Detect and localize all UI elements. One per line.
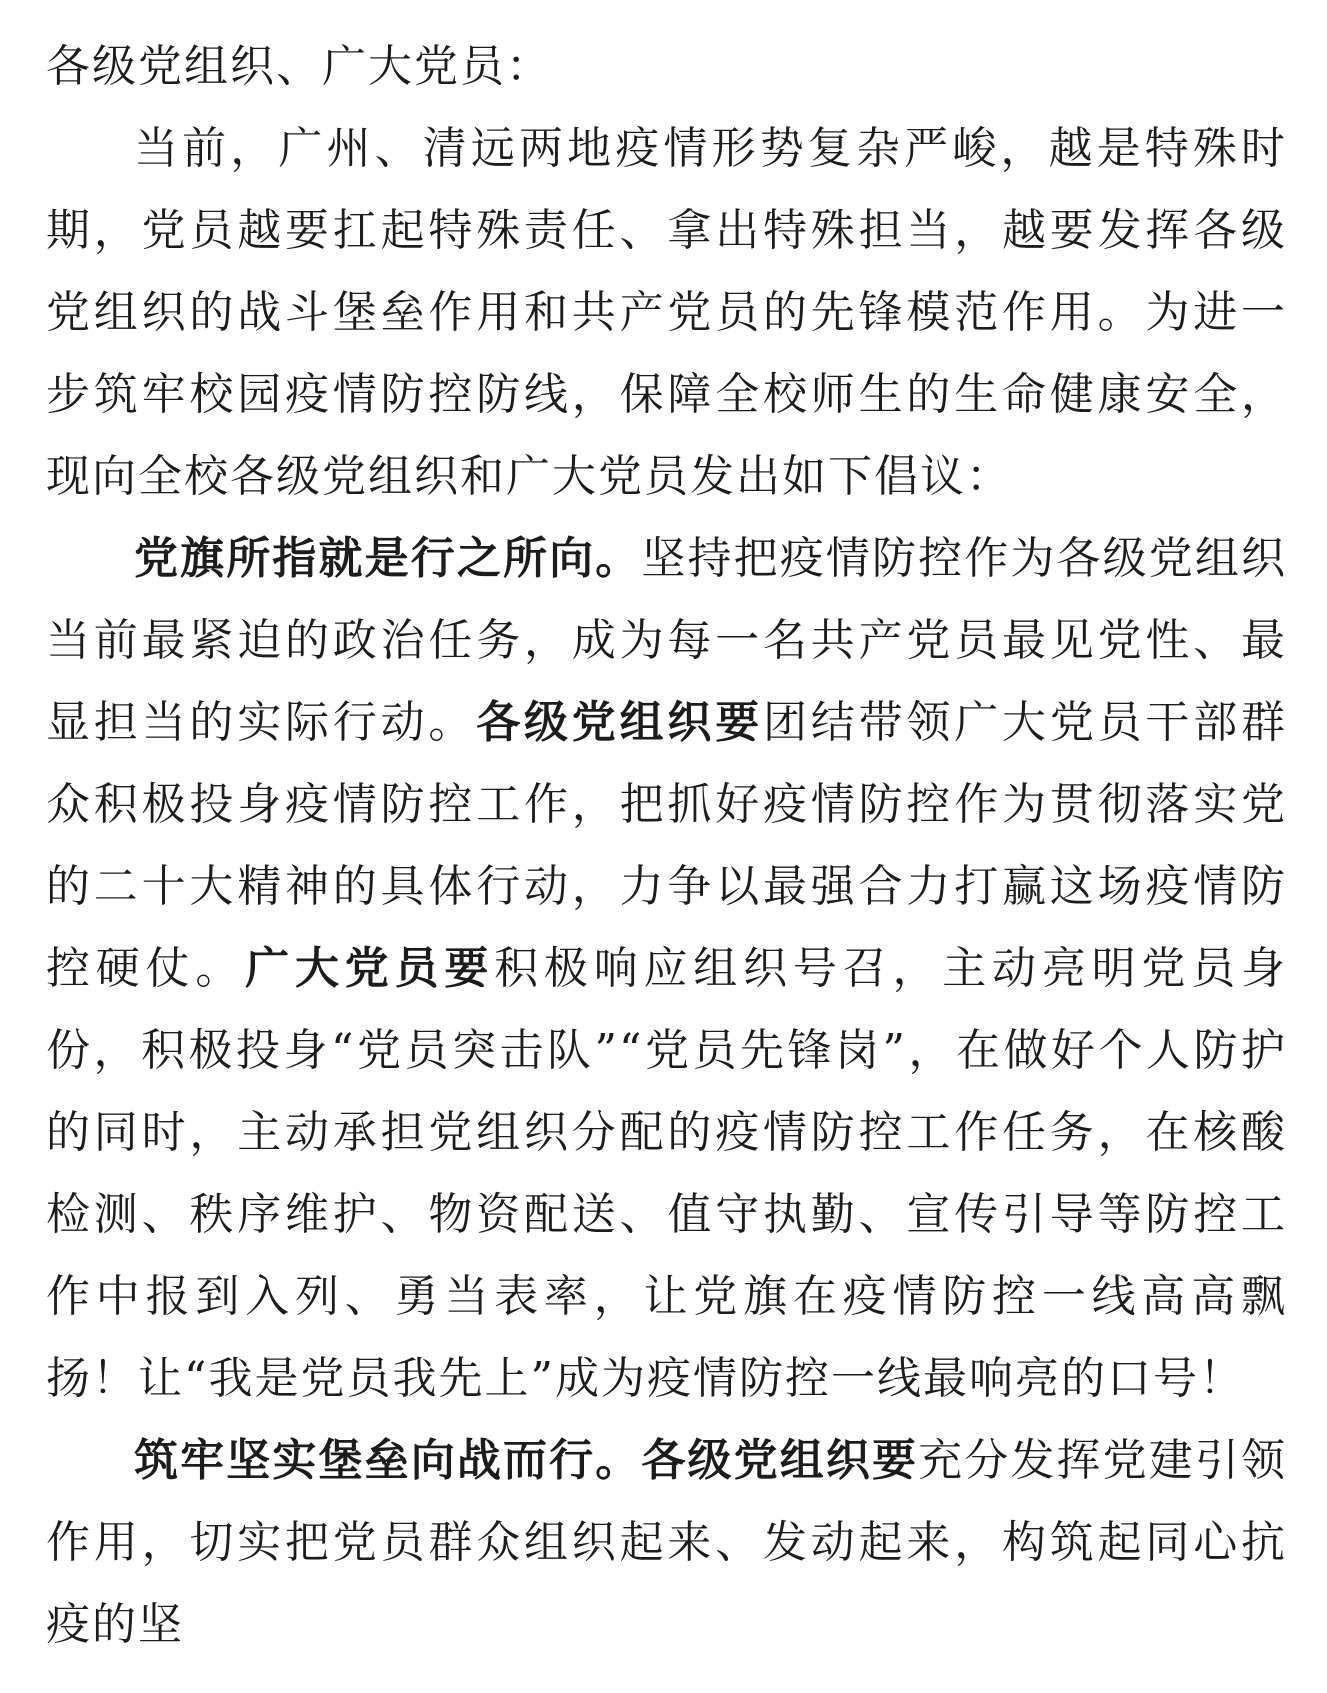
paragraph [46, 1420, 1287, 1666]
text-run: 积极响应组织号召，主动亮明党员身份，积极投身“党员突击队”“党员先锋岗”，在做好个人防护的同时，主动承担党组织分配的疫情防控工作任务，在核酸检测、秩序维护、物资配送、值守执勤、宣传引导等防控工作中报到入列、勇当表率，让党旗在疫情防控一线高高飘扬！让“我是党员我先上”成为疫情防控一线最响亮的口号！ [46, 943, 1288, 1404]
paragraph [46, 518, 1287, 1420]
text-run: 当前，广州、清远两地疫情形势复杂严峻，越是特殊时期，党员越要扛起特殊责任、拿出特殊担当，越要发挥各级党组织的战斗堡垒作用和共产党员的先锋模范作用。为进一步筑牢校园疫情防控防线，保障全校师生的生命健康安全，现向全校各级党组织和广大党员发出如下倡议： [46, 123, 1287, 502]
bold-text-run: 广大党员要 [245, 943, 495, 994]
salutation-line: 各级党组织、广大党员： [46, 41, 552, 92]
text-run: 团结带领广大党员干部群众积极投身疫情防控工作，把抓好疫情防控作为贯彻落实党的二十大精神的具体行动，力争以最强合力打赢这场疫情防控硬仗。 [46, 697, 1288, 994]
text-run: 坚持把疫情防控作为各级党组织当前最紧迫的政治任务，成为每一名共产党员最见党性、最显担当的实际行动。 [46, 533, 1287, 748]
document-body [46, 26, 1287, 1666]
text-run: 充分发挥党建引领作用，切实把党员群众组织起来、发动起来，构筑起同心抗疫的坚 [46, 1435, 1287, 1650]
bold-text-run: 党旗所指就是行之所向。 [134, 533, 642, 584]
paragraph [46, 108, 1287, 518]
bold-text-run: 各级党组织要 [476, 697, 764, 748]
paragraphs-container [46, 108, 1287, 1666]
bold-text-run: 筑牢坚实堡垒向战而行。各级党组织要 [134, 1435, 919, 1486]
